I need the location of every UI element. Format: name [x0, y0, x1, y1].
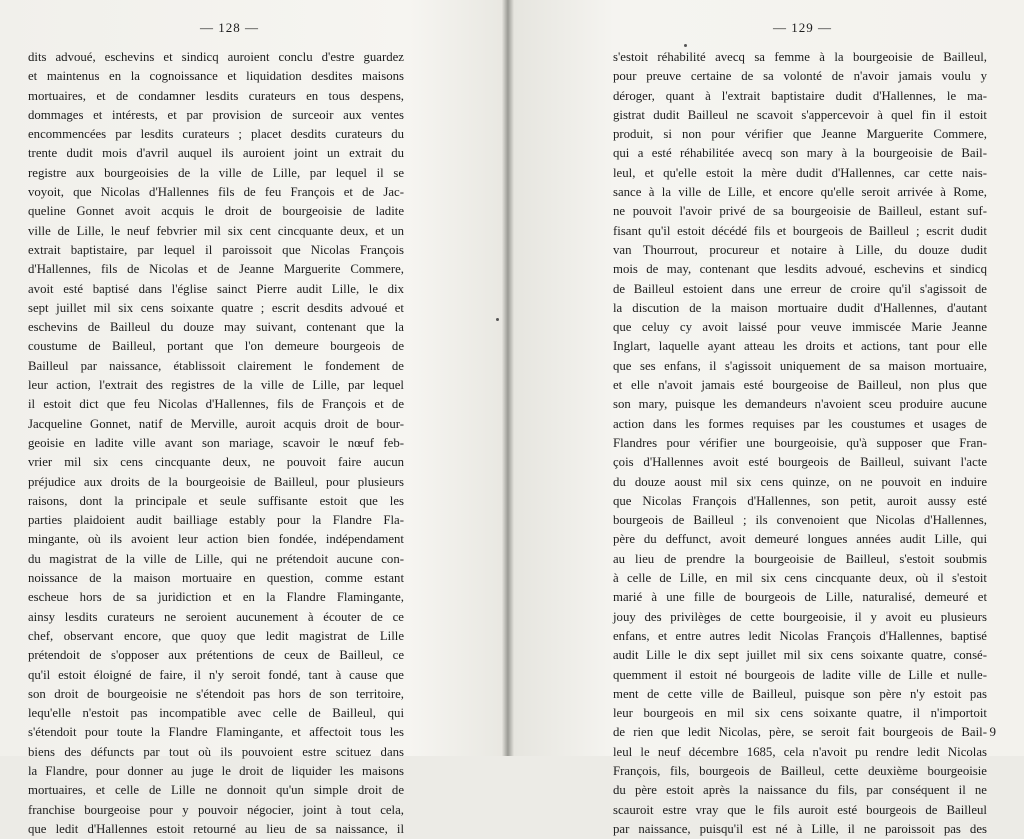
text-line: de rien que ledit Nicolas, père, se seroit fait bourgeois de Bail- [613, 725, 987, 740]
text-line: et elle n'avoit jamais esté bourgeoise de Bailleul, non plus que [613, 378, 987, 393]
text-line: prétendoit de s'opposer aux prétentions de ceux de Bailleul, ce [28, 648, 404, 663]
text-line: que Nicolas François d'Hallennes, son petit, auroit aussy esté [613, 493, 987, 508]
paper-speck [684, 44, 687, 47]
text-line: action dans les formes requises par les coustumes et usages de [613, 416, 987, 431]
text-line: dommages et intérests, et par provision de surceoir aux ventes [28, 107, 404, 122]
text-line: scauroit estre vray que le fils auroit esté bourgeois de Bailleul [613, 802, 987, 817]
text-line: de Bailleul estoient dans une erreur de croire qu'il s'agissoit de [613, 281, 987, 296]
text-line: que celuy cy avoit laissé pour veuve immiscée Marie Jeanne [613, 320, 987, 335]
text-line: sance à la ville de Lille, et encore qu'elle seroit arrivée à Rome, [613, 185, 987, 200]
text-line: noissance de la maison mortuaire en question, comme estant [28, 571, 404, 586]
text-line: la Flandre, pour donner au juge le droit de liquider les maisons [28, 763, 404, 778]
left-page-text [28, 48, 404, 839]
text-line: avoit esté baptisé dans l'église sainct Pierre audit Lille, le dix [28, 281, 404, 296]
text-line: du magistrat de la ville de Lille, qui ne prétendoit aucune con- [28, 551, 404, 566]
left-page [0, 0, 505, 836]
text-line: raisons, dont la principale et seule suffisante estoit que les [28, 493, 404, 508]
text-line: leur action, l'extrait des registres de la ville de Lille, par lequel [28, 378, 404, 393]
text-line: Inglart, laquelle ayant atteau les droits et actions, tant pour elle [613, 339, 987, 354]
signature-mark: 9 [989, 724, 996, 739]
text-line: Flandres pour vérifier une bourgeoisie, qu'à supposer que Fran- [613, 435, 987, 450]
text-line: par naissance, puisqu'il est né à Lille, il ne paroissoit pas des [613, 821, 987, 836]
text-line: son mary, puisque les demandeurs n'avoient sceu produire aucune [613, 397, 987, 412]
right-page-text [613, 48, 987, 839]
text-line: dits advoué, eschevins et sindicq auroient conclu d'estre guardez [28, 50, 404, 64]
text-line: chef, observant encore, que quoy que ledit magistrat de Lille [28, 628, 404, 643]
text-line: ne pouvoit l'avoir privé de sa bourgeoisie de Bailleul, estant suf- [613, 204, 987, 219]
text-line: sept juillet mil six cens soixante quatre ; escrit desdits advoué et [28, 300, 404, 315]
text-line: déroger, quant à l'extrait baptistaire dudit d'Hallennes, le ma- [613, 88, 987, 103]
text-line: audit Lille le dix sept juillet mil six cens soixante quatre, consé- [613, 648, 987, 663]
text-line: encommencées par lesdits curateurs ; placet desdits curateurs du [28, 127, 404, 142]
text-line: ment de cette ville de Bailleul, puisque son père n'y estoit pas [613, 686, 987, 701]
text-line: extrait baptistaire, par lequel il paroissoit que Nicolas François [28, 242, 404, 257]
text-line: qui a esté réhabilitée avecq son mary à la bourgeoisie de Bail- [613, 146, 987, 161]
text-line: qu'il estoit éloigné de faire, il n'y seroit fondé, tant à cause que [28, 667, 404, 682]
text-line: gistrat dudit Bailleul ne scavoit s'appercevoir à quel fin il estoit [613, 107, 987, 122]
text-line: produit, si non pour vérifier que Jeanne Marguerite Commere, [613, 127, 987, 142]
text-line: leul le neuf décembre 1685, cela n'avoit pu rendre ledit Nicolas [613, 744, 987, 759]
text-line: registre aux bourgeoisies de la ville de Lille, par lequel il se [28, 165, 404, 180]
text-line: van Thourrout, procureur et notaire à Lille, du douze dudit [613, 242, 987, 257]
text-line: Jacqueline Gonnet, natif de Merville, auroit acquis droit de bour- [28, 416, 404, 431]
text-line: que ses enfans, il s'agissoit uniquement de sa maison mortuaire, [613, 358, 987, 373]
text-line: queline Gonnet avoit acquis le droit de bourgeoisie de ladite [28, 204, 404, 219]
text-line: mingante, où ils avoient leur action bien fondée, indépendament [28, 532, 404, 547]
text-line: geoisie en ladite ville avant son mariage, scavoir le nœuf feb- [28, 435, 404, 450]
text-line: Bailleul par naissance, établissoit clairement le fondement de [28, 358, 404, 373]
text-line: enfans, et entre autres ledit Nicolas François d'Hallennes, baptisé [613, 628, 987, 643]
text-line: son droit de bourgeoisie ne s'étendoit pas hors de son territoire, [28, 686, 404, 701]
text-line: ville de Lille, le neuf febvrier mil six cent cincquante deux, et un [28, 223, 404, 238]
page-number-right: — 129 — [773, 20, 832, 35]
page-number-left: — 128 — [200, 20, 259, 35]
text-line: préjudice aux droits de la bourgeoisie de Bailleul, pour plusieurs [28, 474, 404, 489]
gutter-speck [496, 318, 499, 321]
text-line: jouy des privilèges de cette bourgeoisie, il y avoit eu plusieurs [613, 609, 987, 624]
text-line: leul, et qu'elle estoit la mère dudit d'Hallennes, car cette nais- [613, 165, 987, 180]
text-line: pour preuve certaine de sa volonté de n'avoir jamais voulu y [613, 69, 987, 84]
text-line: eschevins de Bailleul du douze may suivant, contenant que la [28, 320, 404, 335]
text-line: d'Hallennes, fils de Nicolas et de Jeanne Marguerite Commere, [28, 262, 404, 277]
text-line: quemment il estoit né bourgeois de ladite ville de Lille et nulle- [613, 667, 987, 682]
text-line: du douze aoust mil six cens quinze, on ne pouvoit en induire [613, 474, 987, 489]
text-line: mortuaires, et celle de Lille ne donnoit qu'un simple droit de [28, 783, 404, 798]
text-line: biens des défuncts par tout où ils pouvoient estre scituez dans [28, 744, 404, 759]
text-line: il estoit dict que feu Nicolas d'Hallennes, fils de François et de [28, 397, 404, 412]
text-line: leur bourgeois en mil six cens soixante quatre, il n'importoit [613, 706, 987, 721]
text-line: mois de may, contenant que lesdits advoué, eschevins et sindicq [613, 262, 987, 277]
text-line: mortuaires, et de condamner lesdits curateurs en tous despens, [28, 88, 404, 103]
text-line: lequ'elle n'estoit pas incompatible avec celle de Bailleul, qui [28, 706, 404, 721]
text-line: fisant qu'il estoit décédé fils et bourgeois de Bailleul ; escrit dudit [613, 223, 987, 238]
text-line: du père estoit après la naissance du fils, par conséquent il ne [613, 783, 987, 798]
text-line: la discution de la maison mortuaire dudit d'Hallennes, d'autant [613, 300, 987, 315]
text-line: parties plaidoient audit bailliage estably pour la Flandre Fla- [28, 513, 404, 528]
text-line: François, fils, bourgeois de Bailleul, cette deuxième bourgeoisie [613, 763, 987, 778]
text-line: coustume de Bailleul, portant que l'on demeure bourgeois de [28, 339, 404, 354]
text-line: père du deffunct, avoit demeuré longues années audit Lille, qui [613, 532, 987, 547]
text-line: au lieu de prendre la bourgeoisie de Bailleul, s'estoit soubmis [613, 551, 987, 566]
text-line: voyoit, que Nicolas d'Hallennes fils de feu François et de Jac- [28, 185, 404, 200]
text-line: et maintenus en la cognoissance et liquidation desdites maisons [28, 69, 404, 84]
text-line: çois d'Hallennes avoit esté bourgeois de Bailleul, suivant l'acte [613, 455, 987, 470]
text-line: marié à une fille de bourgeois de Lille, naturalisé, demeuré et [613, 590, 987, 605]
text-line: ainsy lesdits curateurs ne seroient aucunement à écouter de ce [28, 609, 404, 624]
text-line: s'étendoit pour toute la Flandre Flamingante, et affectoit tous les [28, 725, 404, 740]
text-line: bourgeois de Bailleul ; ils convenoient que Nicolas d'Hallennes, [613, 513, 987, 528]
text-line: trente dudit mois d'avril auquel ils auroient joint un extrait du [28, 146, 404, 161]
text-line: escheue hors de sa juridiction et en la Flandre Flamingante, [28, 590, 404, 605]
text-line: à celle de Lille, en mil six cens cincquante deux, où il s'estoit [613, 571, 987, 586]
text-line: que ledit d'Hallennes estoit retourné au lieu de sa naissance, il [28, 821, 404, 836]
text-line: vrier mil six cens cincquante deux, ne pouvoit faire aucun [28, 455, 404, 470]
text-line: s'estoit réhabilité avecq sa femme à la bourgeoisie de Bailleul, [613, 50, 987, 64]
right-page [505, 0, 1024, 836]
text-line: franchise bourgeoise pour y pouvoir négocier, joint à tout cela, [28, 802, 404, 817]
